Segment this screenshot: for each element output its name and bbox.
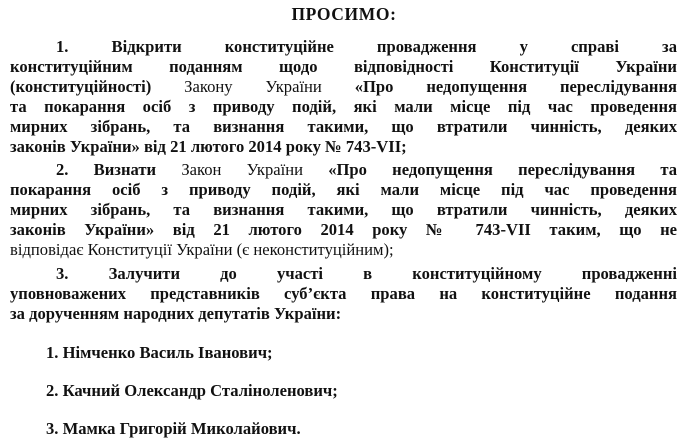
item-3-number: 3. (56, 264, 69, 283)
item-2-line-5: відповідає Конституції України (є неконституційним); (10, 240, 394, 259)
item-1-line-3: (конституційності) Закону України «Про недопущення переслідування (10, 77, 678, 96)
item-1-line-2: конституційним поданням щодо відповідності Конституції України (10, 57, 677, 76)
item-1-line-5: мирних зібрань, та визнання такими, що втратили чинність, деяких (10, 117, 677, 136)
representative-3: 3. Мамка Григорій Миколайович. (46, 419, 301, 438)
item-1-line-1: 1. Відкрити конституційне провадження у справі за (56, 37, 677, 56)
item-3-line-3: за дорученням народних депутатів України: (10, 304, 342, 323)
item-2-number: 2. (56, 160, 69, 179)
item-2-line-2: покарання осіб з приводу подій, які мали місце під час проведення (10, 180, 677, 199)
item-2-line-1: 2. Визнати Закон України «Про недопущення переслідування та (56, 160, 677, 179)
item-2-line-3: мирних зібрань, та визнання такими, що втратили чинність, деяких (10, 200, 677, 219)
representative-1: 1. Німченко Василь Іванович; (46, 343, 273, 362)
representative-2: 2. Качний Олександр Сталіноленович; (46, 381, 338, 400)
item-1-line-6: законів України» від 21 лютого 2014 року № 743-VII; (10, 137, 407, 156)
item-2-line-4: законів України» від 21 лютого 2014 року № 743-VII таким, що не (10, 220, 677, 239)
page-title: ПРОСИМО: (291, 4, 397, 24)
item-3-line-1: 3. Залучити до участі в конституційному провадженні (56, 264, 677, 283)
item-3-line-2: уповноважених представників суб’єкта права на конституційне подання (10, 284, 677, 303)
item-1-number: 1. (56, 37, 69, 56)
item-1-line-4: та покарання осіб з приводу подій, які мали місце під час проведення (10, 97, 677, 116)
